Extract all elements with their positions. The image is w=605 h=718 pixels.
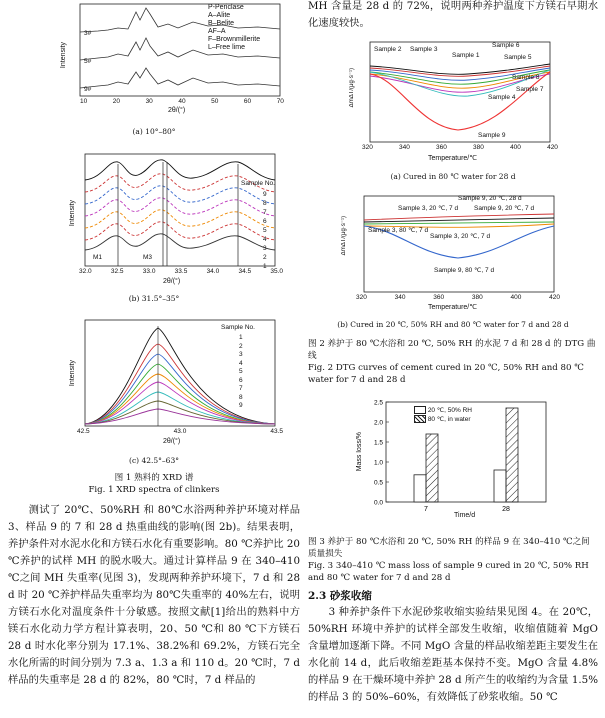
legend-title: Sample No.: [241, 180, 275, 187]
sample-label: Sample 1: [452, 52, 480, 59]
y-axis-label: Intensity: [69, 200, 76, 227]
x-tick: 34.0: [206, 268, 220, 275]
fig1c-panel: [63, 316, 281, 452]
legend-item: F–Brownmillerite: [208, 36, 261, 43]
y-tick-label: 1.0: [373, 459, 383, 467]
y-axis-label: Mass loss/%: [356, 432, 363, 472]
curve-label: Sample 3, 20 ℃, 7 d: [430, 233, 491, 240]
x-tick: 60: [243, 98, 252, 105]
sample-num: 4: [263, 236, 267, 243]
fig2b-caption: (b) Cured in 20 ℃, 50% RH and 80 ℃ water for 7 d and 28 d: [337, 320, 569, 329]
sample-label: 3#: [84, 30, 92, 37]
y-tick-label: 2.0: [373, 419, 383, 427]
x-axis-label: Temperature/℃: [428, 304, 478, 311]
fig3-title-cn: 图 3 养护于 80 ℃水浴和 20 ℃, 50% RH 的样品 9 在 340–410 ℃之间质量损失: [308, 537, 590, 559]
fig1-title-cn: 图 1 熟料的 XRD 谱: [114, 473, 194, 483]
x-tick: 35.0: [270, 268, 283, 275]
right-top-text: [308, 0, 598, 32]
fig1c-caption: (c) 42.5°–63°: [129, 456, 179, 465]
fig3-title-en: Fig. 3 340–410 ℃ mass loss of sample 9 cured in 20 ℃, 50% RH and 80 ℃ water for 7 d and 28 d: [308, 561, 589, 583]
x-tick-labels: [79, 268, 283, 275]
legend-item: P-Periclase: [208, 4, 244, 11]
legend-swatch: [414, 415, 426, 423]
x-tick: 400: [510, 294, 522, 301]
legend-item: A–Alite: [208, 12, 231, 19]
legend-item: L–Free lime: [208, 44, 245, 51]
y-tick-label: 1.5: [373, 439, 383, 447]
fig1c-legend: [239, 334, 243, 411]
legend-item: 5: [239, 368, 243, 375]
marker-m3: M3: [143, 254, 153, 261]
y-axis-label: ΔmΔT/(μg·s⁻¹): [349, 68, 355, 108]
x-tick: 43.0: [173, 428, 187, 435]
marker-m1: M1: [93, 254, 103, 261]
legend-item: 8: [239, 393, 243, 401]
bar: [494, 470, 506, 502]
fig1b-panel: [63, 150, 281, 290]
paragraph: MH 含量是 28 d 的 72%，说明两种养护温度下方镁石早期水化速度较快。: [308, 0, 598, 29]
bar: [426, 434, 438, 502]
legend-item: 4: [239, 359, 243, 367]
sample-label: 5#: [84, 58, 92, 65]
left-body-text: [8, 502, 300, 689]
fig2a-caption: (a) Cured in 80 ℃ water for 28 d: [390, 172, 516, 181]
sample-number-list: [263, 190, 267, 271]
x-tick: 30: [145, 98, 153, 105]
x-axis-label: 2θ/(°): [163, 438, 181, 445]
fig2a-panel: [348, 38, 558, 168]
y-axis-label: Intensity: [60, 42, 67, 69]
legend-label: 20 ℃, 50% RH: [427, 407, 472, 414]
x-tick-labels: [77, 428, 283, 435]
x-tick: 70: [276, 98, 284, 105]
sample-label: Sample 2: [374, 46, 402, 53]
x-tick: 43.5: [270, 428, 283, 435]
legend-item: 6: [239, 376, 243, 384]
y-tick-label: 0.5: [373, 479, 383, 487]
fig1a-legend: [208, 4, 260, 52]
x-tick: 320: [356, 294, 367, 301]
x-tick: 380: [473, 144, 484, 151]
fig1a-panel: [58, 2, 286, 122]
sample-num: 8: [263, 200, 267, 207]
x-tick: 340: [399, 144, 410, 151]
x-tick: 420: [549, 294, 560, 301]
x-tick-label: 28: [502, 506, 510, 513]
paragraph: 测试了 20℃、50%RH 和 80℃水浴两种养护环境对样品 3、样品 9 的 7 和 28 d 热重曲线的影响(图 2b)。结果表明，养护条件对水泥水化和方镁石水化有重要影响。80 ℃养护比 20 ℃养护的试样 MH 的脱水吸大。通过计算样品 9 在 340–410 ℃之间 MH 失重率(见图 3)，发现两种养护环境下，7 d 和 28 d 时 20 ℃养护样品失重率均为 80℃失重率的 40%左右，说明方镁石水化对温度条件十分敏感。按照文献[1]给出的熟料中方镁石水化动力学方程计算表明，20、50 ℃和 80 ℃下方镁石 28 d 时水化率分别为 17.1%、38.2%和 69.2%，方镁石完全水化所需的时间分别为 7.3 a、1.3 a 和 110 d。20 ℃时，7 d 样品的失重率是 28 d 的 82%，80 ℃时，7 d 样品的: [8, 504, 300, 686]
sample-num: 3: [263, 245, 267, 252]
sample-label: Sample 7: [516, 86, 544, 93]
sample-label: Sample 4: [488, 94, 516, 101]
paragraph: 3 种养护条件下水泥砂浆收缩实验结果见图 4。在 20℃，50%RH 环境中养护的试样全部发生收缩，收缩值随着 MgO 含量增加逐渐下降。不同 MgO 含量的样品收缩差距主要发生在水化前 14 d，此后收缩差距基本保持不变。MgO 含量 4.8%的样品 9 在干燥环境中养护 28 d 所产生的收缩约为含量 1.5%的样品 3 的 50%–60%，有效降低了砂浆收缩。50 ℃: [308, 606, 598, 703]
x-tick: 10: [80, 98, 88, 105]
legend-title: Sample No.: [221, 324, 255, 331]
x-tick-labels: [80, 98, 284, 105]
legend-swatch: [414, 406, 426, 414]
sample-num: 1: [263, 263, 267, 270]
sample-num: 2: [263, 254, 267, 261]
x-tick-labels: [356, 294, 560, 301]
sample-label: 9#: [84, 86, 92, 93]
legend-item: 7: [239, 385, 243, 392]
x-tick-labels: [362, 144, 558, 151]
fig2-title-en: Fig. 2 DTG curves of cement cured in 20 ℃, 50% RH and 80 ℃ water for 7 d and 28 d: [308, 363, 584, 385]
fig1-title-en: Fig. 1 XRD spectra of clinkers: [88, 485, 220, 495]
y-axis-label: ΔmΔT/(μg·s⁻¹): [341, 216, 347, 256]
x-tick: 320: [362, 144, 373, 151]
x-tick: 380: [471, 294, 483, 301]
x-tick-label: 7: [424, 506, 428, 513]
fig3-legend: [414, 406, 472, 424]
x-tick: 20: [112, 98, 121, 105]
legend-label: 80 ℃, in water: [427, 416, 471, 423]
legend-item: 2: [239, 342, 243, 350]
sample-label: Sample 6: [492, 42, 520, 49]
curve-label: Sample 9, 20 ℃, 7 d: [474, 205, 535, 212]
x-tick: 33.5: [174, 268, 188, 275]
bar: [414, 475, 426, 502]
legend-item: B–Belite: [208, 20, 235, 27]
fig1a-caption: (a) 10°–80°: [132, 127, 176, 136]
sample-label: Sample 5: [504, 54, 532, 61]
sample-num: 9: [263, 191, 267, 198]
x-tick: 34.5: [238, 268, 252, 275]
x-tick: 400: [510, 144, 521, 151]
x-tick: 42.5: [77, 428, 90, 435]
curve-label: Sample 9, 20 ℃, 28 d: [458, 195, 522, 202]
y-tick-label: 0.0: [373, 499, 383, 507]
curve-label: Sample 9, 80 ℃, 7 d: [434, 267, 495, 274]
fig2b-panel: [338, 192, 560, 314]
bar: [506, 408, 518, 502]
curve-label: Sample 3, 20 ℃, 7 d: [398, 205, 459, 212]
sample-num: 6: [263, 218, 267, 225]
x-tick: 32.0: [79, 268, 92, 275]
section-heading: 2.3 砂浆收缩: [308, 590, 372, 602]
x-tick: 33.0: [142, 268, 156, 275]
x-axis-label: Temperature/℃: [428, 155, 478, 162]
x-tick: 40: [178, 98, 186, 105]
x-axis-label: Time/d: [454, 512, 476, 519]
sample-label: Sample 9: [478, 132, 506, 139]
legend-item: 9: [239, 402, 243, 409]
sample-label: Sample 3: [410, 46, 438, 53]
x-tick: 420: [547, 144, 558, 151]
x-tick: 360: [433, 294, 445, 301]
sample-label: Sample 8: [512, 74, 540, 81]
x-tick: 340: [394, 294, 406, 301]
x-tick: 32.5: [110, 268, 124, 275]
section-body: [308, 604, 598, 706]
sample-num: 5: [263, 227, 267, 234]
fig1b-caption: (b) 31.5°–35°: [128, 294, 180, 303]
x-axis-label: 2θ/(°): [163, 278, 181, 285]
legend-item: AF–A: [208, 28, 226, 35]
fig2-title-cn: 图 2 养护于 80 ℃水浴和 20 ℃, 50% RH 的水泥 7 d 和 28 d 的 DTG 曲线: [308, 339, 596, 361]
legend-item: [414, 415, 472, 424]
fig2-title: [308, 338, 598, 386]
y-axis-label: Intensity: [69, 360, 76, 387]
x-axis-label: 2θ/(°): [168, 107, 186, 114]
curve-label: Sample 3, 80 ℃, 7 d: [368, 227, 429, 234]
legend-item: 3: [239, 351, 243, 358]
legend-item: 1: [239, 334, 243, 341]
sample-num: 7: [263, 209, 267, 216]
fig3-title: [308, 536, 598, 584]
legend-item: [414, 406, 472, 415]
y-tick-label: 2.5: [373, 399, 383, 407]
x-tick: 50: [211, 98, 219, 105]
fig3-panel: [356, 396, 556, 526]
x-tick: 360: [436, 144, 447, 151]
fig1-title: [8, 472, 300, 496]
